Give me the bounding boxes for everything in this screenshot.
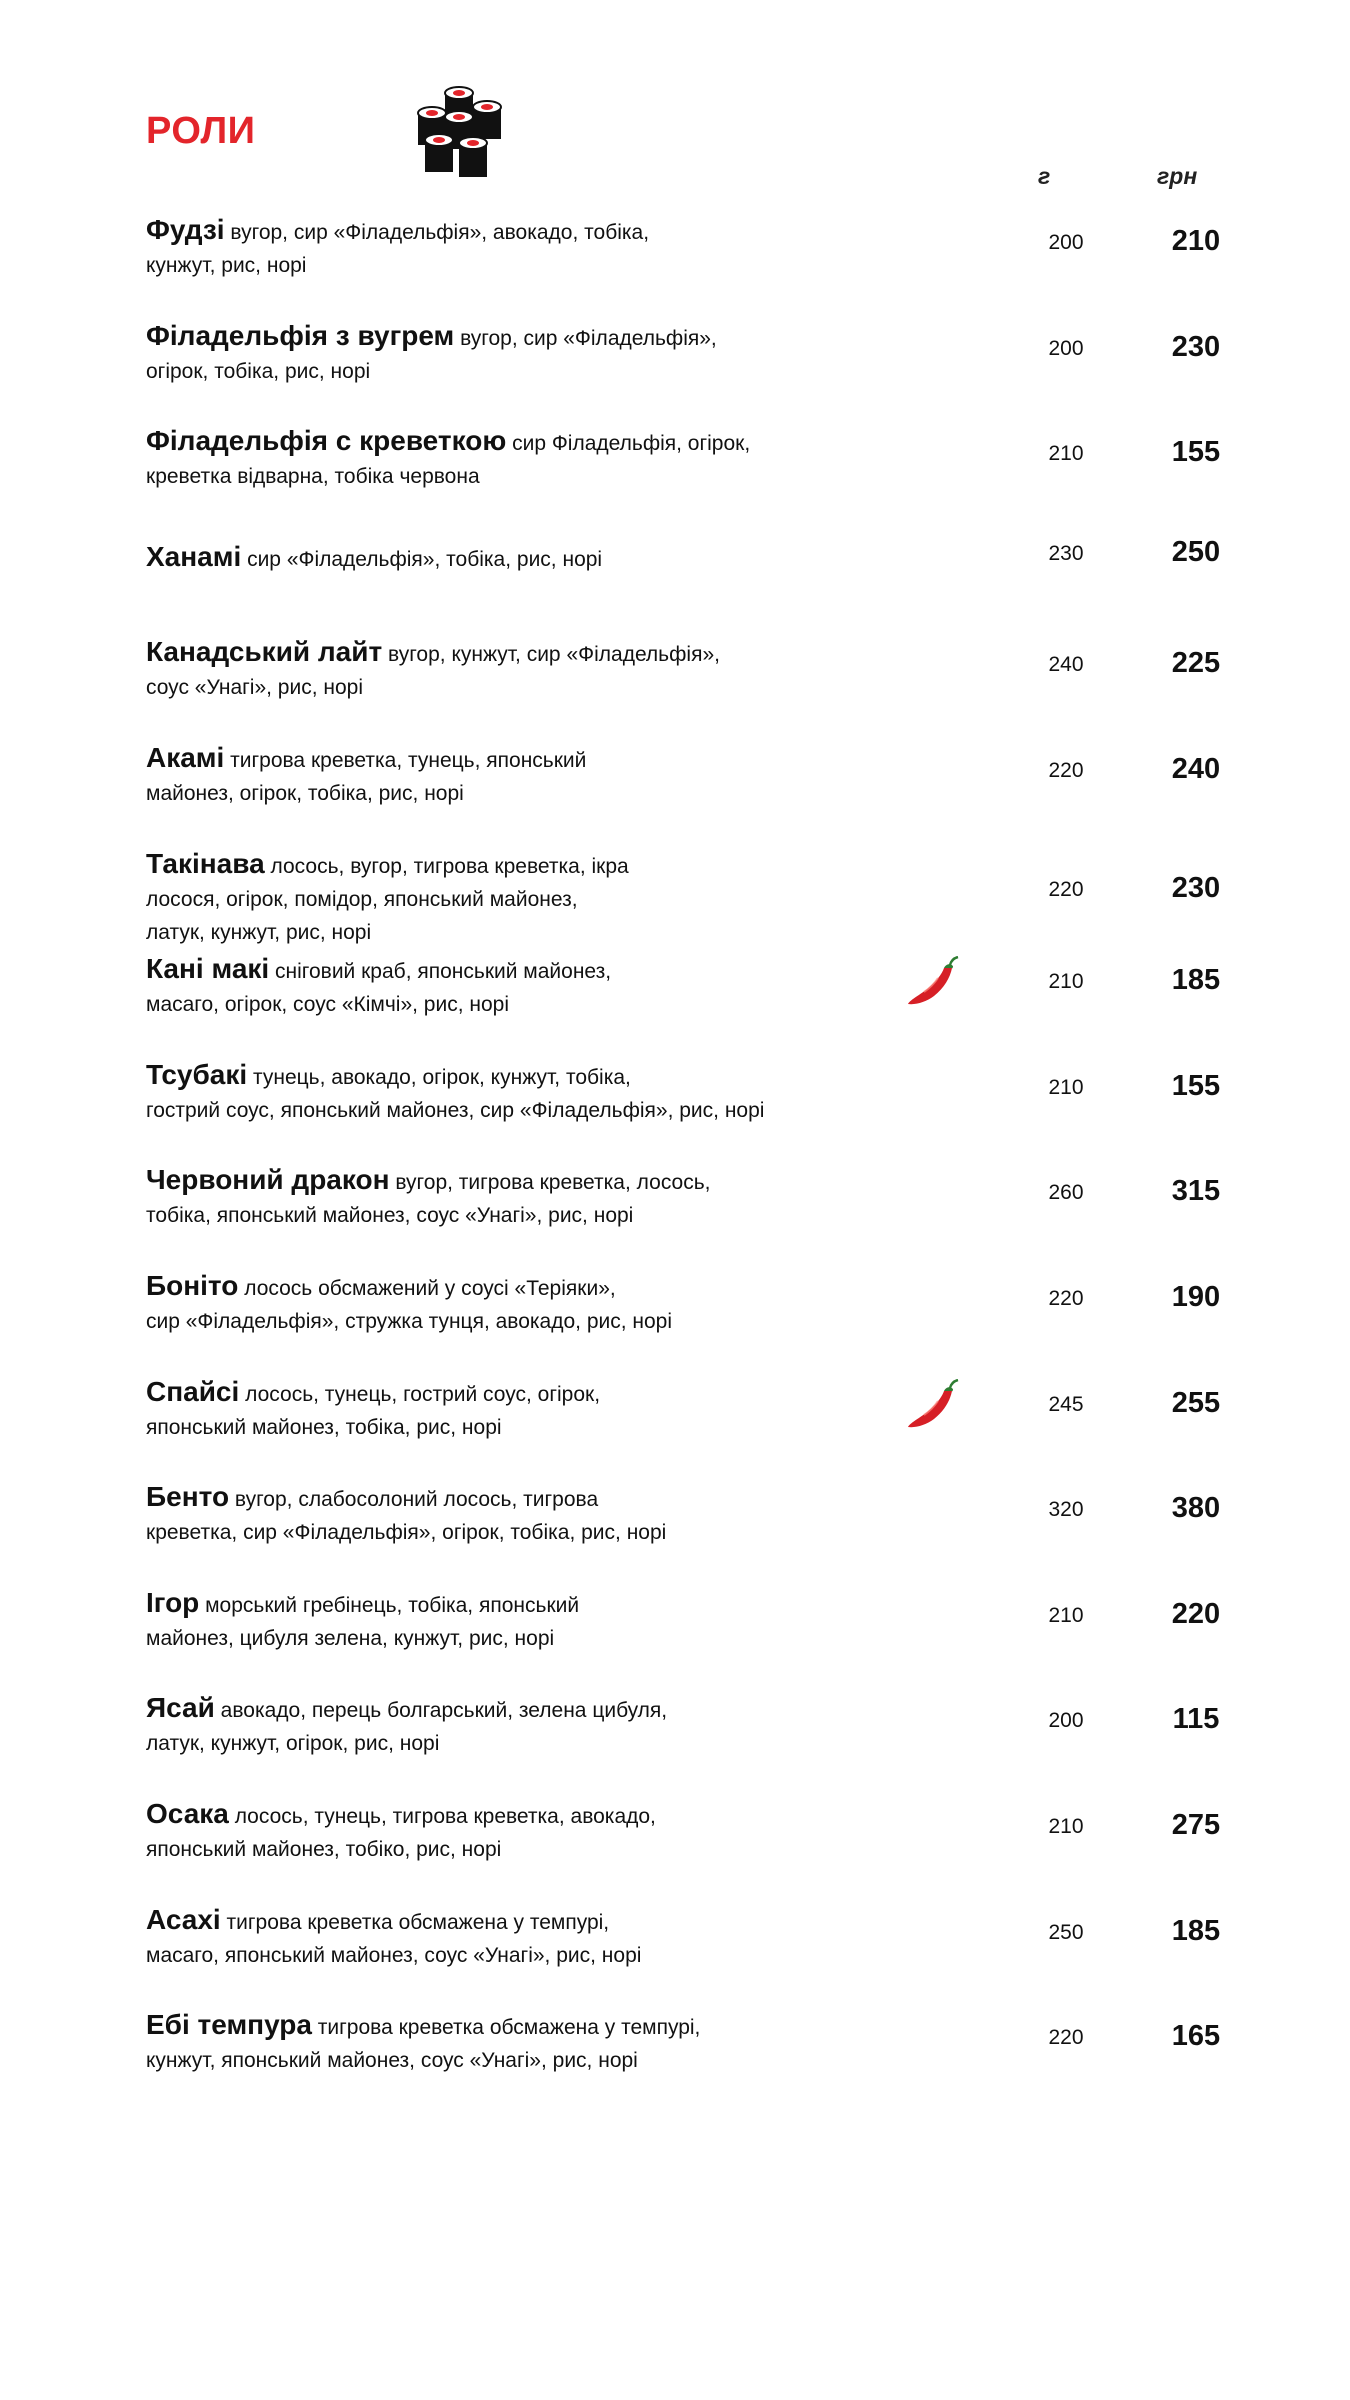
menu-item-description <box>146 213 846 282</box>
menu-item-description <box>146 1691 846 1760</box>
menu-item-price: 240 <box>1171 753 1221 785</box>
menu-item-price: 190 <box>1171 1281 1221 1313</box>
menu-item-ingredients: вугор, сир «Філадельфія», авокадо, тобіка, кунжут, рис, норі <box>146 221 650 277</box>
menu-item-name: Кані макі <box>146 953 270 984</box>
menu-item-price: 220 <box>1171 1598 1221 1630</box>
menu-item-description <box>146 319 846 388</box>
menu-item-description <box>146 1903 846 1972</box>
menu-item-ingredients: тигрова креветка обсмажена у темпурі, кунжут, японський майонез, соус «Унагі», рис, норі <box>146 2016 701 2072</box>
menu-item <box>146 1691 1246 1781</box>
menu-item-description <box>146 1163 846 1232</box>
menu-item-name: Такінава <box>146 848 265 879</box>
menu-item-ingredients: вугор, кунжут, сир «Філадельфія», соус «Унагі», рис, норі <box>146 643 720 699</box>
menu-item <box>146 213 1246 303</box>
menu-item-weight: 260 <box>1048 1181 1084 1204</box>
menu-item-ingredients: лосось, тунець, тигрова креветка, авокадо, японський майонез, тобіко, рис, норі <box>146 1805 656 1861</box>
page-title: РОЛИ <box>146 110 256 152</box>
menu-item <box>146 1058 1246 1148</box>
menu-item-ingredients: авокадо, перець болгарський, зелена цибуля, латук, кунжут, огірок, рис, норі <box>146 1699 668 1755</box>
menu-item-weight: 250 <box>1048 1921 1084 1944</box>
menu-item-weight: 210 <box>1048 1815 1084 1838</box>
chili-pepper-icon <box>904 1379 962 1433</box>
menu-item-weight: 320 <box>1048 1498 1084 1521</box>
menu-item-price: 165 <box>1171 2020 1221 2052</box>
menu-item-price: 250 <box>1171 536 1221 568</box>
menu-item-ingredients: лосось обсмажений у соусі «Теріяки», сир «Філадельфія», стружка тунця, авокадо, рис, норі <box>146 1277 673 1333</box>
menu-item-price: 255 <box>1171 1387 1221 1419</box>
menu-item-ingredients: сир Філадельфія, огірок, креветка відварна, тобіка червона <box>146 432 751 488</box>
menu-item-weight: 220 <box>1048 1287 1084 1310</box>
menu-item-name: Асахі <box>146 1904 221 1935</box>
menu-item-description <box>146 540 846 576</box>
menu-item-name: Бенто <box>146 1481 230 1512</box>
menu-item <box>146 1163 1246 1253</box>
menu-item-name: Ебі темпура <box>146 2009 312 2040</box>
price-column-header: грн <box>1157 163 1198 189</box>
menu-item-ingredients: морський гребінець, тобіка, японський майонез, цибуля зелена, кунжут, рис, норі <box>146 1594 580 1650</box>
menu-item <box>146 741 1246 831</box>
menu-item <box>146 1375 1246 1465</box>
menu-item-price: 155 <box>1171 436 1221 468</box>
menu-item-name: Тсубакі <box>146 1059 248 1090</box>
menu-item-description <box>146 1375 846 1444</box>
menu-item-name: Ігор <box>146 1587 200 1618</box>
menu-item-ingredients: лосось, тунець, гострий соус, огірок, японський майонез, тобіка, рис, норі <box>146 1383 601 1439</box>
menu-item-description <box>146 1269 846 1338</box>
menu-item-weight: 210 <box>1048 442 1084 465</box>
menu-item-description <box>146 635 846 704</box>
menu-item-name: Осака <box>146 1798 229 1829</box>
menu-item <box>146 319 1246 409</box>
menu-item-weight: 210 <box>1048 1076 1084 1099</box>
menu-item-weight: 240 <box>1048 653 1084 676</box>
menu-item-name: Боніто <box>146 1270 239 1301</box>
menu-item <box>146 424 1246 514</box>
menu-item-price: 155 <box>1171 1070 1221 1102</box>
menu-item-ingredients: лосось, вугор, тигрова креветка, ікра лосося, огірок, помідор, японський майонез, латук, кунжут, рис, норі <box>146 855 629 944</box>
menu-item-description <box>146 847 846 949</box>
menu-item-name: Ханамі <box>146 541 242 572</box>
menu-item-description <box>146 1797 846 1866</box>
menu-item-price: 315 <box>1171 1175 1221 1207</box>
menu-item-ingredients: сніговий краб, японський майонез, масаго, огірок, соус «Кімчі», рис, норі <box>146 960 612 1016</box>
chili-pepper-icon <box>904 956 962 1010</box>
menu-item-name: Канадський лайт <box>146 636 383 667</box>
menu-item <box>146 1586 1246 1676</box>
menu-item-description <box>146 1586 846 1655</box>
menu-item-ingredients: вугор, сир «Філадельфія», огірок, тобіка, рис, норі <box>146 327 717 383</box>
sushi-rolls-icon <box>415 85 510 185</box>
menu-item-ingredients: тунець, авокадо, огірок, кунжут, тобіка, гострий соус, японський майонез, сир «Філадельфія», рис, норі <box>146 1066 765 1122</box>
menu-item-ingredients: вугор, слабосолоний лосось, тигрова креветка, сир «Філадельфія», огірок, тобіка, рис, норі <box>146 1488 667 1544</box>
menu-item-name: Спайсі <box>146 1376 240 1407</box>
menu-item-price: 230 <box>1171 331 1221 363</box>
menu-item-price: 185 <box>1171 964 1221 996</box>
menu-item-name: Червоний дракон <box>146 1164 390 1195</box>
menu-item-description <box>146 424 846 493</box>
menu-item-name: Філадельфія з вугрем <box>146 320 455 351</box>
weight-column-header: г <box>1038 163 1051 189</box>
menu-item-weight: 200 <box>1048 1709 1084 1732</box>
menu-item-price: 115 <box>1172 1703 1220 1735</box>
menu-item-description <box>146 2008 846 2077</box>
menu-item <box>146 530 1246 620</box>
menu-item-price: 380 <box>1171 1492 1221 1524</box>
menu-item-weight: 200 <box>1048 231 1084 254</box>
menu-item <box>146 1797 1246 1887</box>
menu-item-weight: 220 <box>1048 759 1084 782</box>
menu-item-name: Акамі <box>146 742 225 773</box>
menu-item-weight: 210 <box>1048 1604 1084 1627</box>
menu-item <box>146 2008 1246 2098</box>
menu-item-weight: 230 <box>1048 542 1084 565</box>
menu-item-name: Фудзі <box>146 214 225 245</box>
menu-item-price: 210 <box>1171 225 1221 257</box>
menu-item-weight: 220 <box>1048 2026 1084 2049</box>
menu-item-weight: 220 <box>1048 878 1084 901</box>
menu-item-weight: 245 <box>1048 1393 1084 1416</box>
menu-item-ingredients: вугор, тигрова креветка, лосось, тобіка, японський майонез, соус «Унагі», рис, норі <box>146 1171 711 1227</box>
menu-item-price: 225 <box>1171 647 1221 679</box>
menu-item <box>146 635 1246 725</box>
menu-item-name: Філадельфія с креветкою <box>146 425 507 456</box>
menu-item-ingredients: тигрова креветка обсмажена у темпурі, масаго, японський майонез, соус «Унагі», рис, норі <box>146 1911 642 1967</box>
menu-item-description <box>146 1480 846 1549</box>
menu-item <box>146 1269 1246 1359</box>
menu-item-price: 185 <box>1171 1915 1221 1947</box>
menu-item-description <box>146 1058 846 1127</box>
menu-item-description <box>146 952 846 1021</box>
menu-item <box>146 1480 1246 1570</box>
menu-item <box>146 1903 1246 1993</box>
menu-item-weight: 200 <box>1048 337 1084 360</box>
menu-item-name: Ясай <box>146 1692 215 1723</box>
menu-item-description <box>146 741 846 810</box>
menu-item-price: 275 <box>1171 1809 1221 1841</box>
menu-item-weight: 210 <box>1048 970 1084 993</box>
menu-item-ingredients: тигрова креветка, тунець, японський майонез, огірок, тобіка, рис, норі <box>146 749 587 805</box>
menu-item-ingredients: сир «Філадельфія», тобіка, рис, норі <box>241 548 603 571</box>
menu-item-price: 230 <box>1171 872 1221 904</box>
menu-item <box>146 847 1246 944</box>
menu-item <box>146 952 1246 1042</box>
